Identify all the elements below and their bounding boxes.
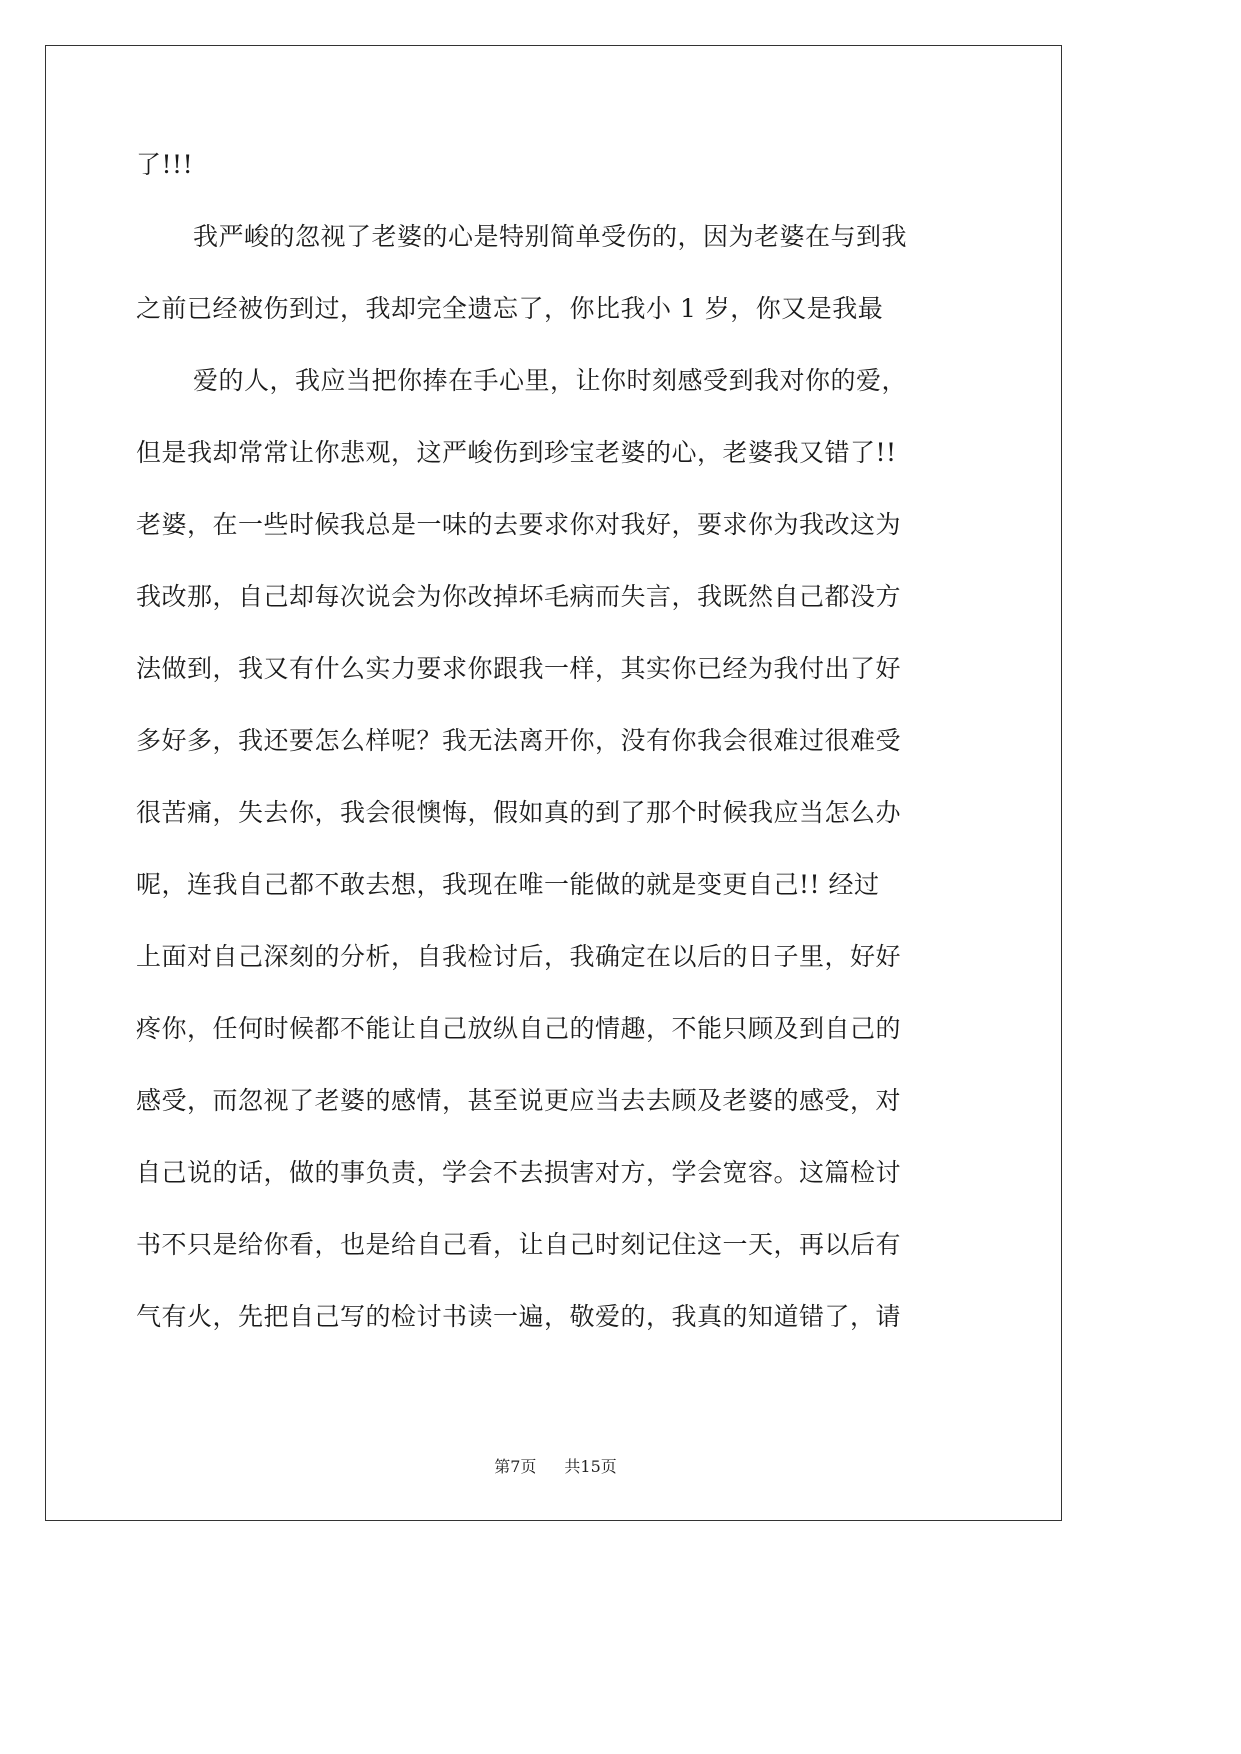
text-line: 法做到，我又有什么实力要求你跟我一样，其实你已经为我付出了好 xyxy=(136,654,902,683)
text-line: 了!!! xyxy=(136,150,194,179)
page-total: 共15页 xyxy=(564,1457,617,1476)
page-footer xyxy=(0,1454,1111,1477)
text-line: 我严峻的忽视了老婆的心是特别简单受伤的，因为老婆在与到我 xyxy=(193,222,908,251)
text-line: 疼你，任何时候都不能让自己放纵自己的情趣，不能只顾及到自己的 xyxy=(136,1014,902,1043)
text-line: 书不只是给你看，也是给自己看，让自己时刻记住这一天，再以后有 xyxy=(136,1230,902,1259)
text-line: 感受，而忽视了老婆的感情，甚至说更应当去去顾及老婆的感受，对 xyxy=(136,1086,902,1115)
text-line: 爱的人，我应当把你捧在手心里，让你时刻感受到我对你的爱， xyxy=(193,366,908,395)
text-line: 自己说的话，做的事负责，学会不去损害对方，学会宽容。这篇检讨 xyxy=(136,1158,902,1187)
page-number: 第7页 xyxy=(494,1457,537,1476)
text-line: 多好多，我还要怎么样呢？我无法离开你，没有你我会很难过很难受 xyxy=(136,726,902,755)
text-line: 很苦痛，失去你，我会很懊悔，假如真的到了那个时候我应当怎么办 xyxy=(136,798,902,827)
text-line: 呢，连我自己都不敢去想，我现在唯一能做的就是变更自己!! 经过 xyxy=(136,870,880,899)
text-line: 气有火，先把自己写的检讨书读一遍，敬爱的，我真的知道错了，请 xyxy=(136,1302,902,1331)
text-line: 我改那，自己却每次说会为你改掉坏毛病而失言，我既然自己都没方 xyxy=(136,582,902,611)
text-line: 老婆，在一些时候我总是一味的去要求你对我好，要求你为我改这为 xyxy=(136,510,902,539)
text-line: 但是我却常常让你悲观，这严峻伤到珍宝老婆的心，老婆我又错了!! xyxy=(136,438,897,467)
text-line: 上面对自己深刻的分析，自我检讨后，我确定在以后的日子里，好好 xyxy=(136,942,902,971)
text-line: 之前已经被伤到过，我却完全遗忘了，你比我小 1 岁，你又是我最 xyxy=(136,294,884,323)
